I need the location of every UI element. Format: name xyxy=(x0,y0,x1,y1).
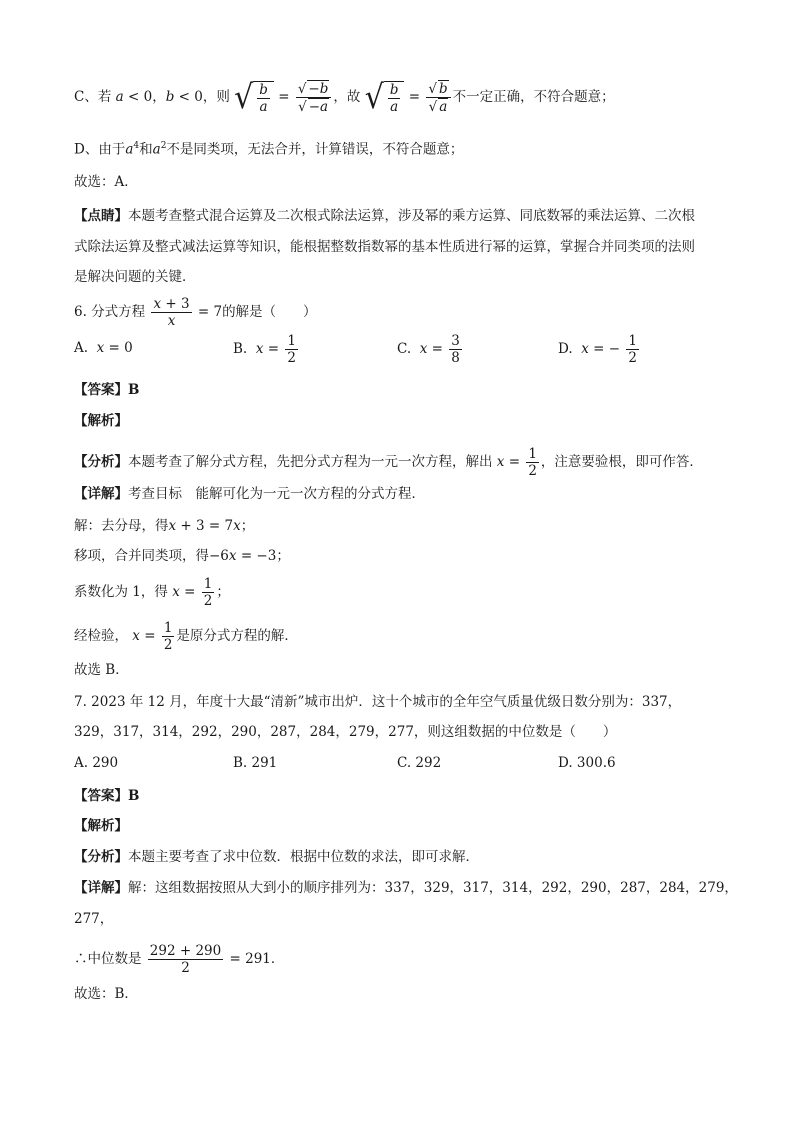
q6-option-a[interactable]: A. x = 0 xyxy=(74,340,133,356)
step-3: 系数化为 1，得 x = $\frac{1}{2}$ ； xyxy=(74,576,230,609)
dianjing-line-2: 式除法运算及整式减法运算等知识，能根据整数指数幂的基本性质进行幂的运算，掌握合并同类项的法则 xyxy=(74,239,695,255)
analysis-7: 【解析】 xyxy=(74,818,128,834)
xiangjie-7: 【详解】解：这组数据按照从大到小的顺序排列为：337，329，317，314，292，290，287，284，279， xyxy=(74,880,738,896)
q6-option-c[interactable]: C. x = $\frac{3}{8}$ xyxy=(397,333,460,366)
fenxi-7: 【分析】本题主要考查了求中位数．根据中位数的求法，即可求解． xyxy=(74,849,479,865)
fraction: $\frac{√ -b}{√ -a}$ xyxy=(296,80,332,115)
xiangjie-6: 【详解】考查目标 能解可化为一元一次方程的分式方程． xyxy=(74,486,425,502)
option-c-explanation: C、若 a < 0，b < 0，则 √ $\frac{b}{a}$ = $\frac{√ -b}{√ -a}$ ，故 √ $\frac{b}{a}$ = $\frac{√ b}{√ a}$ 不一定正确，不符合题意； xyxy=(74,77,615,117)
fenxi-6: 【分析】本题考查了解分式方程，先把分式方程为一元一次方程，解出 x = $\frac{1}{2}$ ，注意要验根，即可作答． xyxy=(74,446,703,479)
choose-a: 故选：A． xyxy=(74,174,138,190)
median-result: ∴中位数是 $\frac{292 + 290}{2}$ = 291． xyxy=(74,943,285,976)
q6-option-d[interactable]: D. x = − $\frac{1}{2}$ xyxy=(558,333,637,366)
option-d-explanation: D、由于$a^4$和$a^2$不是同类项，无法合并，计算错误，不符合题意； xyxy=(74,141,464,158)
q7-option-a[interactable]: A. 290 xyxy=(74,755,119,771)
q6-option-b[interactable]: B. x = $\frac{1}{2}$ xyxy=(233,333,296,366)
answer-6: 【答案】B xyxy=(74,382,140,398)
question-6: 6. 分式方程 $\frac{x + 3}{x}$ = 7的解是（ ） xyxy=(74,296,317,329)
question-7-line-2: 329，317，314，292，290，287，284，279，277，则这组数据的中位数是（ ） xyxy=(74,724,617,740)
choose-b-6: 故选 B． xyxy=(74,662,129,678)
xiangjie-7-cont: 277， xyxy=(74,911,114,927)
question-7-line-1: 7. 2023 年 12 月，年度十大最“清新”城市出炉．这十个城市的全年空气质量优级日数分别为：337， xyxy=(74,694,682,710)
dianjing-line-3: 是解决问题的关键． xyxy=(74,269,196,285)
dianjing-line-1: 【点睛】本题考查整式混合运算及二次根式除法运算，涉及幂的乘方运算、同底数幂的乘法运算、二次根 xyxy=(74,208,695,224)
choose-b-7: 故选：B． xyxy=(74,986,138,1002)
q7-option-d[interactable]: D. 300.6 xyxy=(558,755,616,771)
sqrt-expression: √ $\frac{b}{a}$ xyxy=(234,81,274,115)
step-1: 解：去分母，得x + 3 = 7x； xyxy=(74,518,255,534)
analysis-6: 【解析】 xyxy=(74,413,128,429)
step-2: 移项，合并同类项，得−6x = −3； xyxy=(74,548,290,564)
text: C、若 xyxy=(74,89,112,105)
answer-7: 【答案】B xyxy=(74,788,140,804)
q7-option-c[interactable]: C. 292 xyxy=(397,755,442,771)
q7-option-b[interactable]: B. 291 xyxy=(233,755,278,771)
step-4: 经检验， x = $\frac{1}{2}$ 是原分式方程的解． xyxy=(74,620,298,653)
